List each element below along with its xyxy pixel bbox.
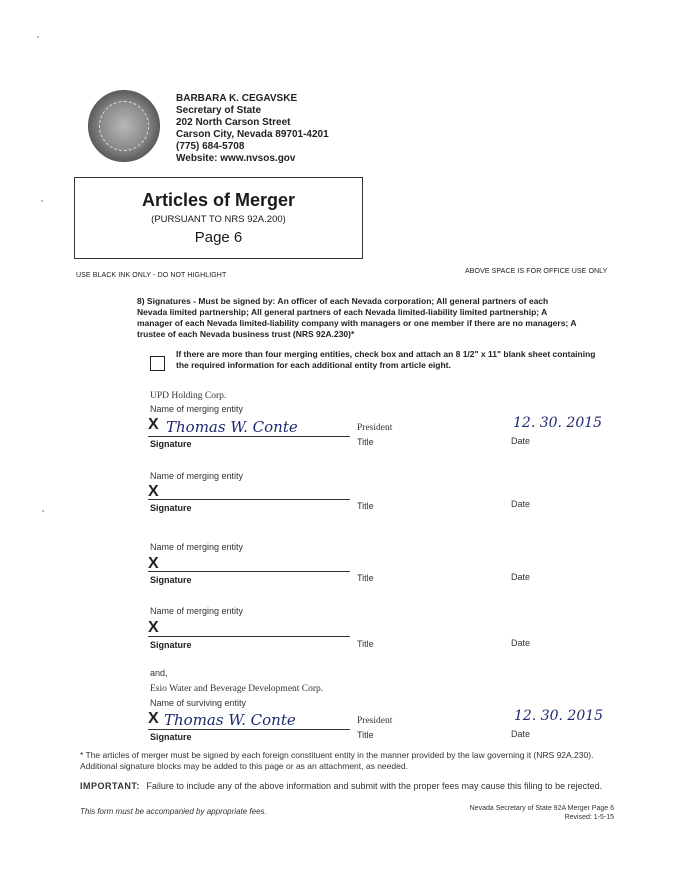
and-label: and, <box>150 668 168 678</box>
footnote: * The articles of merger must be signed by each foreign constituent entity in the manner provided by the law governing it (NRS 92A.230). Additional signature blocks may be added to this page or as an attachment, as needed. <box>80 750 594 771</box>
city-address: Carson City, Nevada 89701-4201 <box>176 129 329 140</box>
signature-caption-4: Signature <box>150 640 192 650</box>
additional-entities-checkbox[interactable] <box>150 356 165 371</box>
important-label: IMPORTANT: <box>80 781 140 791</box>
important-notice <box>80 781 602 791</box>
important-text: Failure to include any of the above information and submit with the proper fees may cause this filing to be rejected. <box>146 781 603 791</box>
scan-dot <box>37 36 39 38</box>
page-number: Page 6 <box>194 229 243 246</box>
title-label-1: Title <box>357 437 374 447</box>
title-value-surviving[interactable]: President <box>357 716 393 726</box>
signature-x-4: X <box>148 619 159 636</box>
merging-entity-name-1[interactable]: UPD Holding Corp. <box>150 391 227 401</box>
signature-x-surviving: X <box>148 710 159 727</box>
signature-x-3: X <box>148 555 159 572</box>
form-title: Articles of Merger <box>141 190 296 210</box>
title-label-4: Title <box>357 639 374 649</box>
signature-caption-surviving: Signature <box>150 732 192 742</box>
date-label-3: Date <box>511 572 531 582</box>
scan-dot <box>42 510 44 512</box>
ink-note: USE BLACK INK ONLY - DO NOT HIGHLIGHT <box>76 272 227 279</box>
form-name: Nevada Secretary of State 92A Merger Page 6 <box>469 805 614 812</box>
signature-caption-2: Signature <box>150 503 192 513</box>
signature-line-2[interactable] <box>148 499 350 500</box>
form-subtitle: (PURSUANT TO NRS 92A.200) <box>151 214 286 225</box>
signature-instructions: 8) Signatures - Must be signed by: An officer of each Nevada corporation; All general partners of each Nevada limited partnership; All general partners of each Nevada limited-liability limited partnership; A manager of each Nevada limited-liability company with managers or one member if there are no managers; A trustee of each Nevada business trust (NRS 92A.230)* <box>137 296 577 339</box>
signature-line-surviving[interactable] <box>148 729 350 730</box>
phone-number: (775) 684-5708 <box>176 141 245 152</box>
signature-x-2: X <box>148 483 159 500</box>
title-label-3: Title <box>357 573 374 583</box>
secretary-of-state-header <box>176 93 329 165</box>
revised-date: Revised: 1-5-15 <box>564 814 614 821</box>
checkbox-text: If there are more than four merging entities, check box and attach an 8 1/2" x 11" blank sheet containing the required information for each additional entity from article eight. <box>176 349 596 370</box>
handwritten-signature-1: Thomas W. Conte <box>166 418 298 436</box>
title-box <box>74 177 363 259</box>
handwritten-date-1: 12. 30. 2015 <box>513 415 603 431</box>
date-label-surviving: Date <box>511 729 531 739</box>
surviving-entity-label: Name of surviving entity <box>150 698 247 708</box>
form-footer <box>456 804 614 822</box>
scan-dot <box>41 200 43 202</box>
merging-entity-label-4: Name of merging entity <box>150 606 244 616</box>
merging-entity-label-1: Name of merging entity <box>150 404 244 414</box>
office-use-note: ABOVE SPACE IS FOR OFFICE USE ONLY <box>465 268 608 275</box>
signature-line-1[interactable] <box>148 436 350 437</box>
title-value-1[interactable]: President <box>357 423 393 433</box>
date-label-2: Date <box>511 499 531 509</box>
merging-entity-label-3: Name of merging entity <box>150 542 244 552</box>
handwritten-date-surviving: 12. 30. 2015 <box>514 708 604 724</box>
date-label-4: Date <box>511 638 531 648</box>
secretary-role: Secretary of State <box>176 105 262 116</box>
signature-line-3[interactable] <box>148 571 350 572</box>
date-label-1: Date <box>511 436 531 446</box>
street-address: 202 North Carson Street <box>176 117 291 128</box>
surviving-entity-name[interactable]: Esio Water and Beverage Development Corp. <box>150 684 324 694</box>
merging-entity-label-2: Name of merging entity <box>150 471 244 481</box>
title-label-surviving: Title <box>357 730 374 740</box>
nevada-seal-icon <box>88 90 160 162</box>
signature-caption-3: Signature <box>150 575 192 585</box>
fee-note: This form must be accompanied by appropriate fees. <box>80 807 267 816</box>
handwritten-signature-surviving: Thomas W. Conte <box>164 711 296 729</box>
signature-caption-1: Signature <box>150 439 192 449</box>
signature-line-4[interactable] <box>148 636 350 637</box>
secretary-name: BARBARA K. CEGAVSKE <box>176 93 298 104</box>
title-label-2: Title <box>357 501 374 511</box>
signature-x-1: X <box>148 416 159 433</box>
website: Website: www.nvsos.gov <box>176 153 296 164</box>
